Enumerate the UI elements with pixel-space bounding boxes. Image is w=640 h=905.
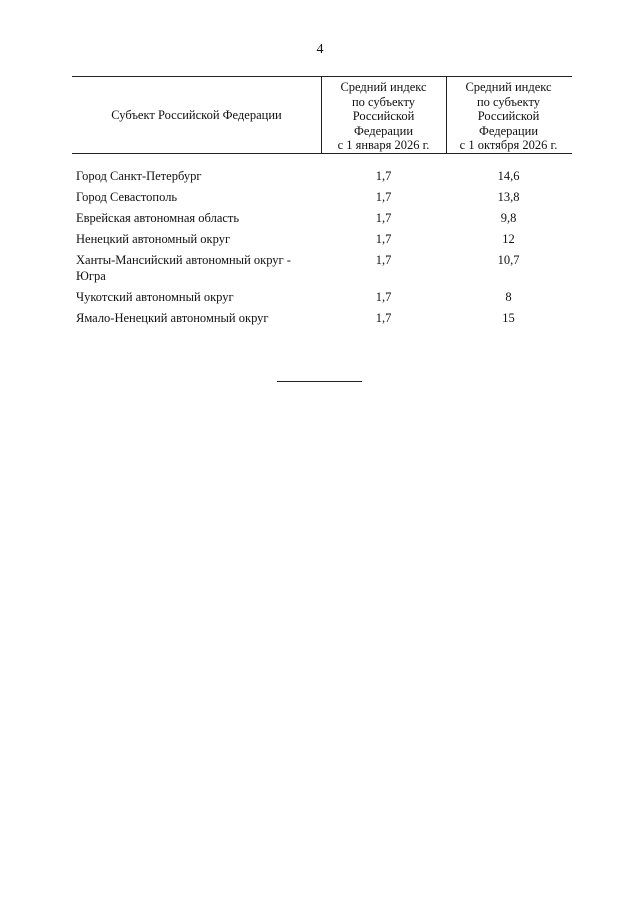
row-jan-value: 1,7: [375, 232, 392, 246]
row-jan-value: 1,7: [375, 211, 392, 225]
header-subject: Субъект Российской Федерации: [111, 108, 282, 122]
header-jan-index: [321, 80, 446, 153]
row-oct-value: 15: [502, 311, 515, 325]
row-subject-name: [76, 231, 321, 247]
row-oct-value: 9,8: [500, 211, 517, 225]
row-oct-value: 10,7: [497, 253, 520, 267]
header-bottom-border: [72, 153, 572, 154]
row-oct-value: 12: [502, 232, 515, 246]
row-subject-line: Ханты-Мансийский автономный округ -: [76, 253, 291, 267]
row-oct-value: 13,8: [497, 190, 520, 204]
row-jan-value: 1,7: [375, 253, 392, 267]
header-oct-index: [446, 80, 571, 153]
row-subject-line: Ямало-Ненецкий автономный округ: [76, 311, 269, 325]
header-line: Российской: [352, 109, 415, 124]
row-jan-value: 1,7: [375, 311, 392, 325]
page-number: 4: [316, 42, 324, 57]
row-subject-line: Город Севастополь: [76, 190, 178, 204]
header-line: Российской: [477, 109, 540, 124]
row-oct-value: 14,6: [497, 169, 520, 183]
row-jan-value: 1,7: [375, 169, 392, 183]
header-line: Федерации: [478, 123, 539, 138]
row-subject-name: [76, 168, 321, 184]
row-subject-line: Город Санкт-Петербург: [76, 169, 202, 183]
header-line: Средний индекс: [465, 80, 552, 94]
header-line: Федерации: [353, 123, 414, 138]
row-subject-line: Ненецкий автономный округ: [76, 232, 231, 246]
row-subject-name: [76, 310, 321, 326]
row-oct-value: 8: [505, 290, 512, 304]
row-subject-line: Югра: [76, 269, 106, 283]
row-jan-value: 1,7: [375, 290, 392, 304]
header-line: с 1 октября 2026 г.: [459, 138, 558, 153]
header-line: с 1 января 2026 г.: [337, 138, 430, 153]
end-of-document-line: [277, 381, 362, 382]
row-subject-name: [76, 252, 321, 284]
row-jan-value: 1,7: [375, 190, 392, 204]
row-subject-name: [76, 210, 321, 226]
header-line: Средний индекс: [340, 80, 427, 94]
table-top-border: [72, 76, 572, 77]
row-subject-line: Еврейская автономная область: [76, 211, 240, 225]
header-line: по субъекту: [351, 94, 416, 109]
row-subject-name: [76, 189, 321, 205]
header-line: по субъекту: [476, 94, 541, 109]
row-subject-line: Чукотский автономный округ: [76, 290, 234, 304]
row-subject-name: [76, 289, 321, 305]
